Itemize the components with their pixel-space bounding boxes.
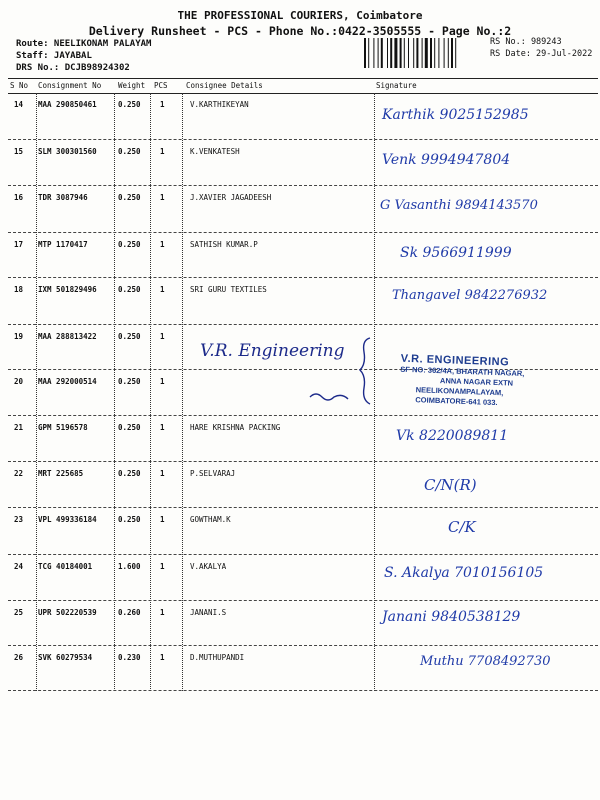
pieces: 1	[160, 193, 165, 202]
barcode-bar	[378, 38, 379, 68]
row-sno: 24	[14, 562, 24, 571]
col-weight: Weight	[118, 81, 146, 90]
pieces: 1	[160, 562, 165, 571]
table-row	[8, 646, 598, 691]
consignment-number: GPM 5196578	[38, 423, 88, 432]
table-row	[8, 416, 598, 462]
table-row	[8, 278, 598, 325]
consignment-number: MAA 290850461	[38, 100, 97, 109]
table-row	[8, 186, 598, 233]
row-sno: 17	[14, 240, 24, 249]
weight: 0.250	[118, 240, 141, 249]
col-signature: Signature	[376, 81, 417, 90]
row-sno: 21	[14, 423, 24, 432]
weight: 0.250	[118, 332, 141, 341]
stamp-line-4: COIMBATORE-641 033.	[415, 395, 498, 408]
row-sno: 16	[14, 193, 24, 202]
col-consignment: Consignment No	[38, 81, 102, 90]
barcode-bar	[448, 38, 449, 68]
signature: S. Akalya 7010156105	[384, 565, 544, 581]
signature: Sk 9566911999	[400, 245, 512, 261]
barcode-bar	[400, 38, 402, 68]
barcode-bar	[387, 38, 388, 68]
barcode-bar	[451, 38, 453, 68]
row-sno: 22	[14, 469, 24, 478]
consignment-number: MAA 288813422	[38, 332, 97, 341]
handwritten-annotation	[190, 332, 390, 408]
row-sno: 19	[14, 332, 24, 341]
row-sno: 23	[14, 515, 24, 524]
consignment-number: SLM 300301560	[38, 147, 97, 156]
table-row	[8, 601, 598, 646]
weight: 0.250	[118, 469, 141, 478]
consignment-number: UPR 502220539	[38, 608, 97, 617]
consignment-number: MTP 1170417	[38, 240, 88, 249]
barcode-bar	[434, 38, 435, 68]
stamp-line-1: SF NO: 362/4A, BHARATH NAGAR,	[400, 364, 525, 379]
stamp-name: V.R. ENGINEERING	[400, 352, 510, 369]
weight: 0.250	[118, 193, 141, 202]
barcode-bar	[413, 38, 414, 68]
barcode-bar	[425, 38, 428, 68]
row-divider	[8, 690, 598, 691]
consignee-name: SRI GURU TEXTILES	[190, 285, 267, 294]
table-row	[8, 233, 598, 278]
row-sno: 14	[14, 100, 24, 109]
stamp-line-3: NEELIKONAMPALAYAM,	[415, 385, 504, 398]
barcode-bar	[404, 38, 405, 68]
company-title: THE PROFESSIONAL COURIERS, Coimbatore	[177, 9, 423, 22]
table-row	[8, 462, 598, 508]
drs-label: DRS No.: DCJB98924302	[16, 63, 130, 73]
barcode-bar	[422, 38, 423, 68]
rs-date: RS Date: 29-Jul-2022	[490, 49, 593, 59]
barcode-bar	[373, 38, 374, 68]
pieces: 1	[160, 240, 165, 249]
row-sno: 25	[14, 608, 24, 617]
pieces: 1	[160, 423, 165, 432]
col-sno: S No	[10, 81, 29, 90]
route-label: Route: NEELIKONAM PALAYAM	[16, 39, 152, 49]
weight: 0.250	[118, 423, 141, 432]
consignee-name: D.MUTHUPANDI	[190, 653, 245, 662]
consignee-name: J.XAVIER JAGADEESH	[190, 193, 272, 202]
barcode-bar	[444, 38, 445, 68]
row-sno: 26	[14, 653, 24, 662]
consignment-number: VPL 499336184	[38, 515, 97, 524]
signature: Muthu 7708492730	[420, 654, 551, 669]
consignee-name: K.VENKATESH	[190, 147, 240, 156]
runsheet-title: Delivery Runsheet - PCS - Phone No.:0422-3505555 - Page No.:2	[88, 24, 512, 38]
barcode	[364, 38, 482, 68]
signature: Vk 8220089811	[396, 428, 509, 444]
consignee-name: SATHISH KUMAR.P	[190, 240, 258, 249]
weight: 0.250	[118, 285, 141, 294]
pieces: 1	[160, 100, 165, 109]
pieces: 1	[160, 285, 165, 294]
rs-number: RS No.: 989243	[490, 37, 562, 47]
signature: C/K	[448, 518, 476, 536]
barcode-bar	[416, 38, 418, 68]
signature: Janani 9840538129	[382, 609, 521, 625]
pieces: 1	[160, 653, 165, 662]
table-row	[8, 508, 598, 555]
consignee-name: GOWTHAM.K	[190, 515, 231, 524]
signature: Thangavel 9842276932	[392, 288, 548, 303]
barcode-bar	[408, 38, 409, 68]
signature: Karthik 9025152985	[382, 107, 529, 123]
row-sno: 15	[14, 147, 24, 156]
consignee-name: P.SELVARAJ	[190, 469, 236, 478]
consignment-number: TCG 40184001	[38, 562, 93, 571]
signature: C/N(R)	[424, 476, 477, 494]
consignee-name: V.AKALYA	[190, 562, 227, 571]
barcode-bar	[381, 38, 383, 68]
pieces: 1	[160, 377, 165, 386]
pieces: 1	[160, 515, 165, 524]
barcode-bar	[438, 38, 439, 68]
handwritten-note: V.R. Engineering	[200, 341, 345, 361]
weight: 0.230	[118, 653, 141, 662]
company-stamp	[399, 353, 591, 412]
consignee-name: HARE KRISHNA PACKING	[190, 423, 281, 432]
consignee-name: JANANI.S	[190, 608, 227, 617]
barcode-bar	[364, 38, 366, 68]
barcode-bar	[455, 38, 456, 68]
row-sno: 20	[14, 377, 24, 386]
signature: Venk 9994947804	[382, 152, 511, 168]
barcode-bar	[368, 38, 369, 68]
consignment-number: MRT 225685	[38, 469, 84, 478]
staff-label: Staff: JAYABAL	[16, 51, 92, 61]
consignee-name: V.KARTHIKEYAN	[190, 100, 249, 109]
pieces: 1	[160, 469, 165, 478]
barcode-bar	[390, 38, 392, 68]
stamp-line-2: ANNA NAGAR EXTN	[439, 376, 514, 388]
row-sno: 18	[14, 285, 24, 294]
weight: 0.250	[118, 377, 141, 386]
consignment-number: IXM 501829496	[38, 285, 97, 294]
table-row	[8, 555, 598, 601]
table-header	[8, 78, 598, 94]
consignment-number: SVK 60279534	[38, 653, 93, 662]
weight: 0.260	[118, 608, 141, 617]
weight: 0.250	[118, 515, 141, 524]
table-row	[8, 140, 598, 186]
weight: 0.250	[118, 100, 141, 109]
weight: 0.250	[118, 147, 141, 156]
signature: G Vasanthi 9894143570	[380, 198, 538, 213]
table-row	[8, 93, 598, 140]
pieces: 1	[160, 147, 165, 156]
col-consignee: Consignee Details	[186, 81, 263, 90]
weight: 1.600	[118, 562, 141, 571]
pieces: 1	[160, 608, 165, 617]
barcode-bar	[430, 38, 432, 68]
consignment-number: MAA 292000514	[38, 377, 97, 386]
barcode-bar	[394, 38, 397, 68]
consignment-number: TDR 3087946	[38, 193, 88, 202]
col-pcs: PCS	[154, 81, 168, 90]
pieces: 1	[160, 332, 165, 341]
